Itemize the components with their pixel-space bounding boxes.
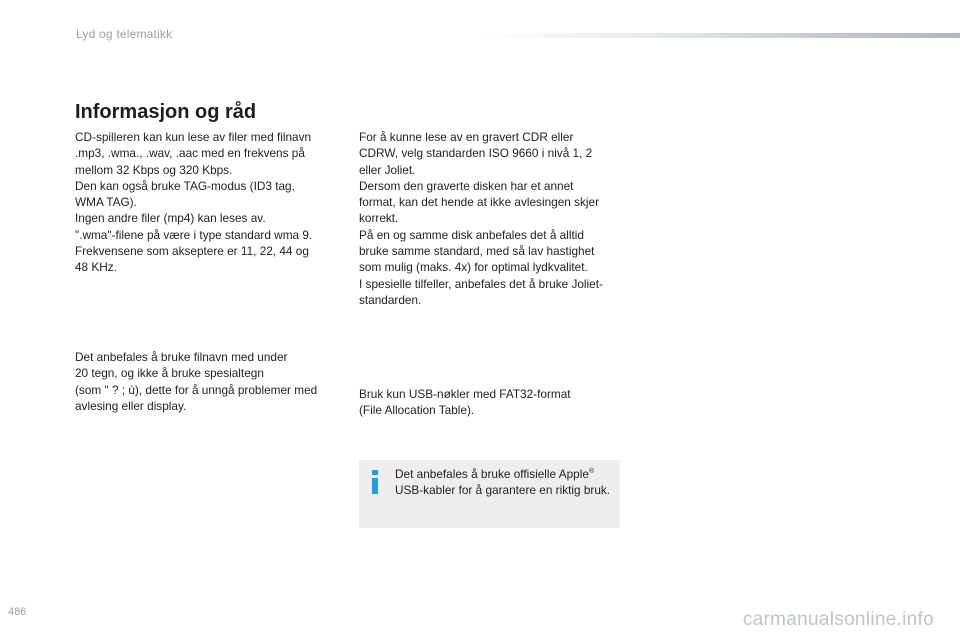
info-note-text	[395, 466, 613, 499]
info-note-box	[359, 460, 620, 528]
site-watermark: carmanualsonline.info	[742, 609, 934, 630]
usb-format-paragraph: Bruk kun USB-nøkler med FAT32-format (File Allocation Table).	[359, 387, 571, 418]
registered-mark: ®	[588, 468, 595, 476]
info-note-text-end: USB-kabler for å garantere en riktig bruk.	[395, 483, 611, 498]
page-number: 486	[8, 606, 27, 618]
info-icon	[368, 470, 382, 494]
cd-file-format-paragraph: CD-spilleren kan kun lese av filer med filnavn .mp3, .wma., .wav, .aac med en frekvens på mellom 32 Kbps og 320 Kbps. Den kan også bruke TAG-modus (ID3 tag, WMA TAG). Ingen andre filer (mp4) kan leses av. ".wma"-filene på være i type standard wma 9. Frekvensene som akseptere er 11, 22, 44 og 48 KHz.	[75, 130, 313, 275]
page-title: Informasjon og råd	[75, 101, 257, 123]
info-note-text-start: Det anbefales å bruke offisielle Apple	[395, 467, 589, 481]
header-gradient-bar	[480, 33, 960, 38]
section-header-title: Lyd og telematikk	[76, 27, 173, 41]
cdr-standard-paragraph: For å kunne lese av en gravert CDR eller CDRW, velg standarden ISO 9660 i nivå 1, 2 eller Joliet. Dersom den graverte disken har et annet format, kan det hende at ikke avlesingen skjer korrekt. På en og samme disk anbefales det å alltid bruke samme standard, med så lav hastighet som mulig (maks. 4x) for optimal lydkvalitet. I spesielle tilfeller, anbefales det å bruke Joliet- standarden.	[359, 130, 603, 307]
filename-advice-paragraph: Det anbefales å bruke filnavn med under 20 tegn, og ikke å bruke spesialtegn (som " ? ; ù), dette for å unngå problemer med avlesing eller display.	[75, 350, 318, 413]
